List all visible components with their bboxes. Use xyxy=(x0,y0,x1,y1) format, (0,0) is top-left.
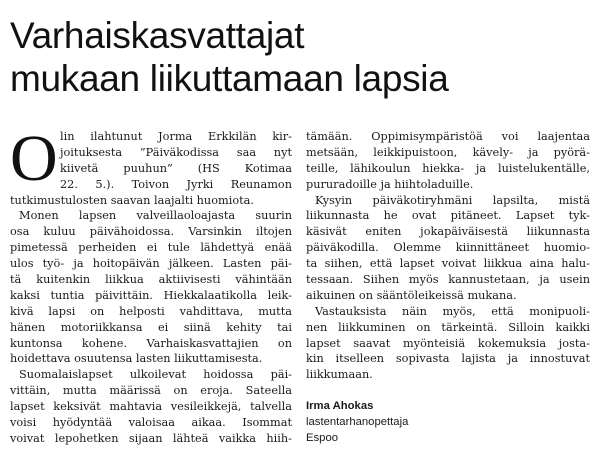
author-place: Espoo xyxy=(306,431,339,444)
headline xyxy=(10,14,595,100)
text-line: vittäin, mutta määrissä on eroja. Sateella xyxy=(10,384,292,398)
text-line: kaksi tuntia päivittäin. Hiekkalaatikolla leik- xyxy=(10,288,292,302)
text-line: lapset keksivät mahtavia vesileikkejä, talvella xyxy=(10,400,292,414)
text-line: kivä lapsi on helposti vahdittava, mutta xyxy=(10,304,292,318)
text-line: liikunnasta he ovat pitäneet. Lapset tyk- xyxy=(306,209,590,223)
text-line: kin itselleen sopivasta lajista ja innostuvat xyxy=(306,352,590,366)
text-line: ta siihen, että lapset voivat liikkua aina halu- xyxy=(306,257,590,271)
text-line: voivat lepohetken sijaan lähteä vaikka hiih- xyxy=(10,431,292,445)
text-line: tessaan. Siihen myös kannustetaan, ja usein xyxy=(306,273,590,287)
text-line: nen liikkuminen on tärkeintä. Silloin kaikki xyxy=(306,320,590,334)
text-line: liikkumaan. xyxy=(306,368,373,382)
text-line: Suomalaislapset ulkoilevat hoidossa päi- xyxy=(19,368,292,382)
text-line: hänen motoriikkansa ei siinä kehity tai xyxy=(10,320,292,334)
text-line: pururadoille ja hiihtoladuille. xyxy=(306,177,474,191)
signature-spacer xyxy=(306,383,590,399)
text-line: tä kuitenkin liikkua aktiivisesti vähintään xyxy=(10,273,292,287)
text-line: aikuinen on sääntöleikeissä mukana. xyxy=(306,288,517,302)
text-line: Vastauksista näin myös, että monipuoli- xyxy=(315,304,590,318)
text-line: kiivetä puuhun” (HS Kotimaa xyxy=(60,161,292,175)
drop-cap: O xyxy=(10,122,58,195)
headline-line-2: mukaan liikuttamaan lapsia xyxy=(10,58,449,99)
author-title: lastentarhanopettaja xyxy=(306,416,409,429)
text-line: joituksesta ”Päiväkodissa saa nyt xyxy=(60,145,292,159)
text-line: metsään, leikkipuistoon, kävely- ja pyörä- xyxy=(306,145,590,159)
text-line: päiväkodilla. Olemme kiinnittäneet huomio- xyxy=(306,241,590,255)
text-line: lin ilahtunut Jorma Erkkilän kir- xyxy=(60,130,292,143)
author-name: Irma Ahokas xyxy=(306,400,374,413)
text-line: tutkimustulosten saavan laajalti huomiota. xyxy=(10,193,254,207)
headline-line-1: Varhaiskasvattajat xyxy=(10,15,305,56)
text-line: pimetessä perheiden ei tule lähdettyä enää xyxy=(10,241,292,255)
text-line: ulos työ- ja hoitopäivän jälkeen. Lasten päi- xyxy=(10,257,292,271)
text-line: hoidettava osuutensa lasten liikuttamisesta. xyxy=(10,352,263,366)
text-line: lapset saavat myönteisiä kokemuksia josta- xyxy=(306,336,590,350)
text-line: kuntonsa kohene. Varhaiskasvattajien on xyxy=(10,336,292,350)
text-line: käsivät eniten jokapäiväisestä liikunnasta xyxy=(306,225,590,239)
text-line: tämään. Oppimisympäristöä voi laajentaa xyxy=(306,130,590,143)
text-line: Monen lapsen valveillaoloajasta suurin xyxy=(19,209,292,223)
signature xyxy=(306,399,590,447)
text-line: osa kuluu päivähoidossa. Varsinkin iltojen xyxy=(10,225,292,239)
text-line: teille, lähikoulun hiekka- ja luistelukentälle, xyxy=(306,161,590,175)
text-line: 22. 5.). Toivon Jyrki Reunamon xyxy=(60,177,292,191)
text-line: voisi hyödyntää valoisaa aikaa. Isommat xyxy=(10,416,292,430)
text-line: Kysyin päiväkotiryhmäni lapsilta, mistä xyxy=(315,193,590,207)
right-column-text xyxy=(306,129,590,383)
article-column-right xyxy=(306,129,590,447)
article-column-left xyxy=(10,122,292,447)
